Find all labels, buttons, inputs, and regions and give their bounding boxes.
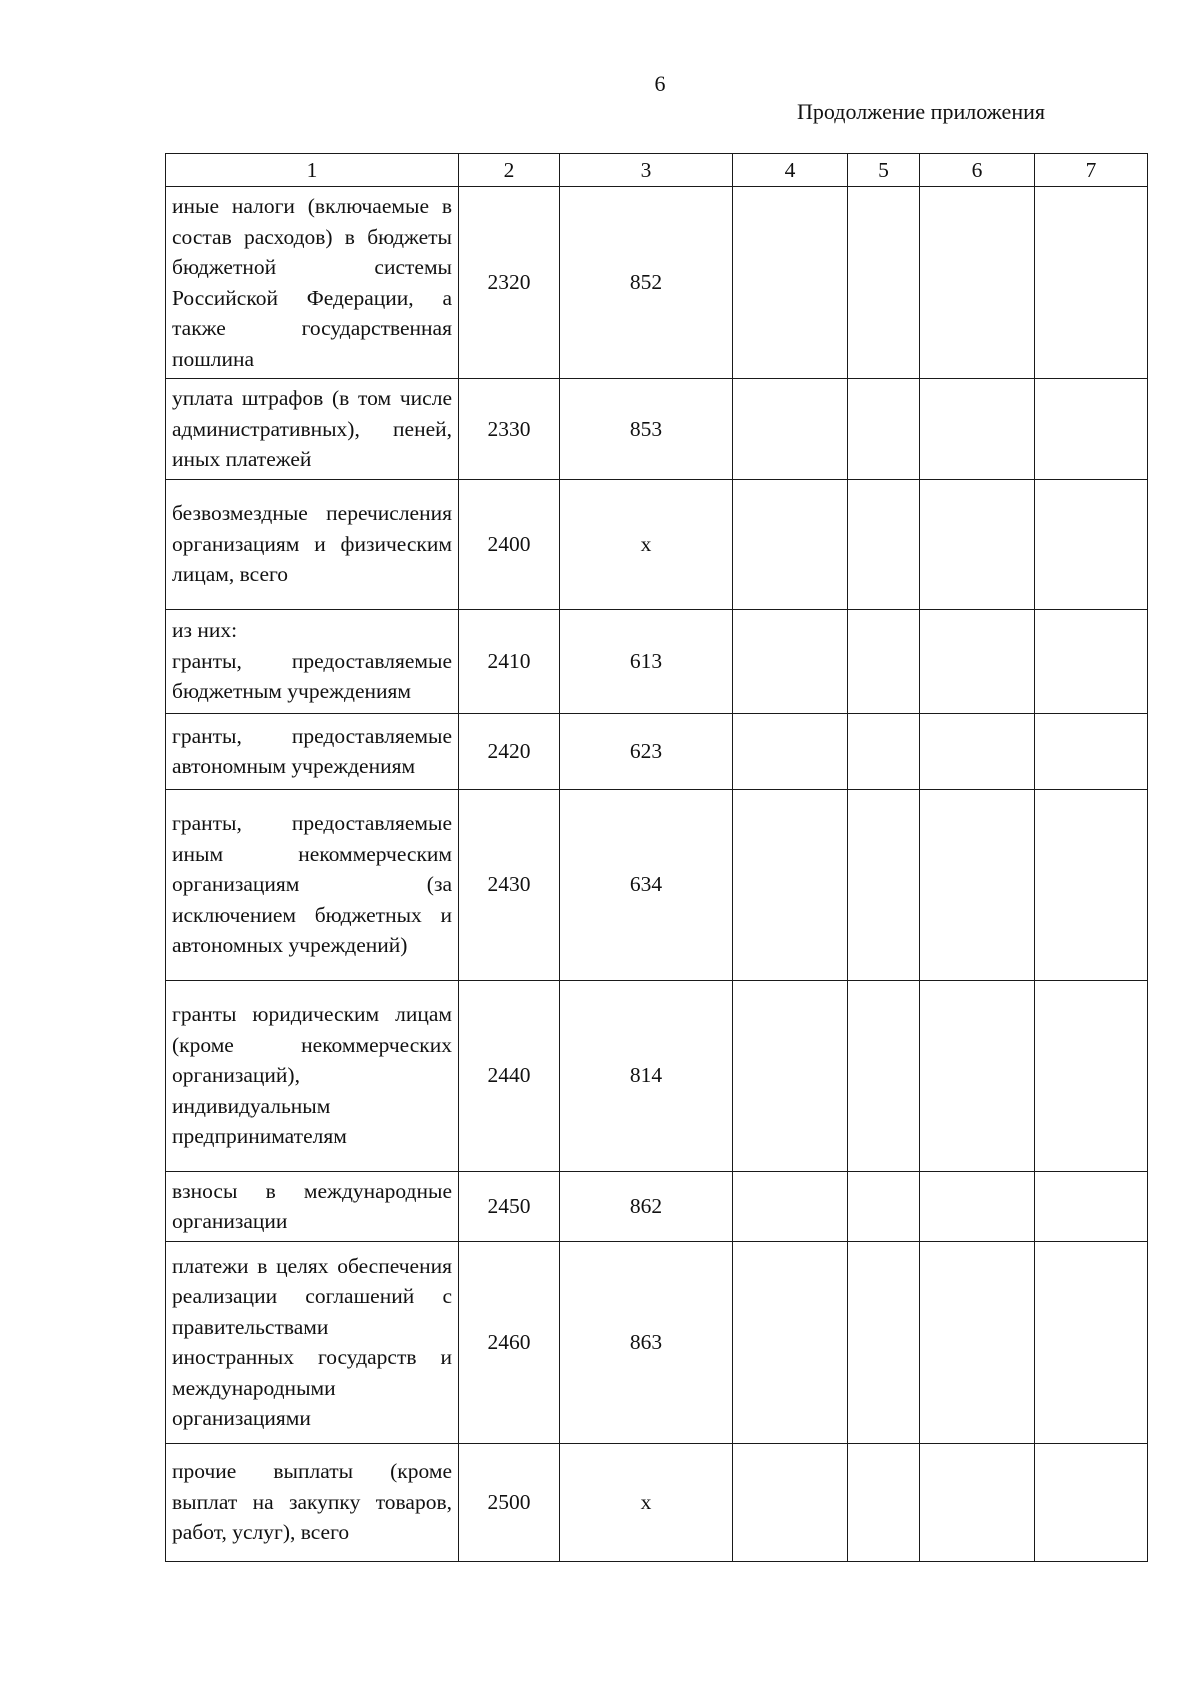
table-row <box>166 187 1148 379</box>
row-code: 2420 <box>459 713 560 789</box>
table-row <box>166 789 1148 980</box>
row-cell <box>1035 1241 1148 1443</box>
page-number: 6 <box>654 71 666 96</box>
table-row <box>166 479 1148 609</box>
row-cell <box>733 1171 848 1241</box>
row-code: 2460 <box>459 1241 560 1443</box>
row-code: 2410 <box>459 609 560 713</box>
column-header: 6 <box>920 154 1035 187</box>
row-cell <box>1035 1443 1148 1561</box>
row-cell <box>733 713 848 789</box>
table-header-row <box>166 154 1148 187</box>
row-cell <box>733 379 848 480</box>
row-kosgu: 623 <box>560 713 733 789</box>
row-cell <box>920 789 1035 980</box>
row-kosgu: 863 <box>560 1241 733 1443</box>
row-description: гранты, предоставляемые иным некоммерческим организациям (за исключением бюджетных и автономных учреждений) <box>166 789 459 980</box>
row-cell <box>920 479 1035 609</box>
row-kosgu: 852 <box>560 187 733 379</box>
row-kosgu: 814 <box>560 980 733 1171</box>
row-kosgu: х <box>560 1443 733 1561</box>
table-row <box>166 1443 1148 1561</box>
row-kosgu: 853 <box>560 379 733 480</box>
row-description: гранты юридическим лицам (кроме некоммерческих организаций), индивидуальным предпринимателям <box>166 980 459 1171</box>
table-row <box>166 1241 1148 1443</box>
row-code: 2500 <box>459 1443 560 1561</box>
row-cell <box>1035 609 1148 713</box>
row-cell <box>733 187 848 379</box>
row-description: взносы в международные организации <box>166 1171 459 1241</box>
row-cell <box>848 187 920 379</box>
row-description: прочие выплаты (кроме выплат на закупку товаров, работ, услуг), всего <box>166 1443 459 1561</box>
column-header: 2 <box>459 154 560 187</box>
appendix-table <box>165 153 1148 1562</box>
table-row <box>166 980 1148 1171</box>
column-header: 5 <box>848 154 920 187</box>
row-cell <box>848 1171 920 1241</box>
row-description-prefix: из них: <box>172 618 238 643</box>
continuation-label: Продолжение приложения <box>797 99 1045 124</box>
row-description: гранты, предоставляемые автономным учреждениям <box>166 713 459 789</box>
row-cell <box>920 980 1035 1171</box>
row-description-text: гранты, предоставляемые бюджетным учреждениям <box>172 648 452 704</box>
row-cell <box>848 479 920 609</box>
row-cell <box>920 379 1035 480</box>
row-cell <box>733 789 848 980</box>
row-code: 2330 <box>459 379 560 480</box>
column-header: 3 <box>560 154 733 187</box>
table-row <box>166 713 1148 789</box>
row-kosgu: 862 <box>560 1171 733 1241</box>
row-code: 2430 <box>459 789 560 980</box>
row-code: 2450 <box>459 1171 560 1241</box>
column-header: 4 <box>733 154 848 187</box>
table-row <box>166 379 1148 480</box>
row-cell <box>733 1241 848 1443</box>
row-description: платежи в целях обеспечения реализации соглашений с правительствами иностранных государств и международными организациями <box>166 1241 459 1443</box>
row-cell <box>920 1171 1035 1241</box>
row-cell <box>848 980 920 1171</box>
row-cell <box>920 609 1035 713</box>
row-cell <box>1035 479 1148 609</box>
row-code: 2400 <box>459 479 560 609</box>
row-cell <box>1035 379 1148 480</box>
table-row <box>166 609 1148 713</box>
column-header: 1 <box>166 154 459 187</box>
row-cell <box>920 713 1035 789</box>
row-description: уплата штрафов (в том числе административных), пеней, иных платежей <box>166 379 459 480</box>
row-code: 2440 <box>459 980 560 1171</box>
row-cell <box>733 980 848 1171</box>
row-cell <box>920 187 1035 379</box>
row-cell <box>1035 1171 1148 1241</box>
row-cell <box>1035 789 1148 980</box>
row-kosgu: 634 <box>560 789 733 980</box>
table-row <box>166 1171 1148 1241</box>
row-cell <box>733 1443 848 1561</box>
row-cell <box>733 609 848 713</box>
row-kosgu: 613 <box>560 609 733 713</box>
row-code: 2320 <box>459 187 560 379</box>
row-cell <box>920 1241 1035 1443</box>
row-cell <box>1035 713 1148 789</box>
column-header: 7 <box>1035 154 1148 187</box>
row-cell <box>848 379 920 480</box>
row-cell <box>1035 187 1148 379</box>
row-cell <box>1035 980 1148 1171</box>
row-kosgu: х <box>560 479 733 609</box>
row-cell <box>848 1443 920 1561</box>
row-description: безвозмездные перечисления организациям и физическим лицам, всего <box>166 479 459 609</box>
row-cell <box>848 609 920 713</box>
row-description: иные налоги (включаемые в состав расходов) в бюджеты бюджетной системы Российской Федерации, а также государственная пошлина <box>166 187 459 379</box>
row-description <box>166 609 459 713</box>
row-cell <box>848 713 920 789</box>
row-cell <box>733 479 848 609</box>
row-cell <box>920 1443 1035 1561</box>
row-cell <box>848 1241 920 1443</box>
row-cell <box>848 789 920 980</box>
